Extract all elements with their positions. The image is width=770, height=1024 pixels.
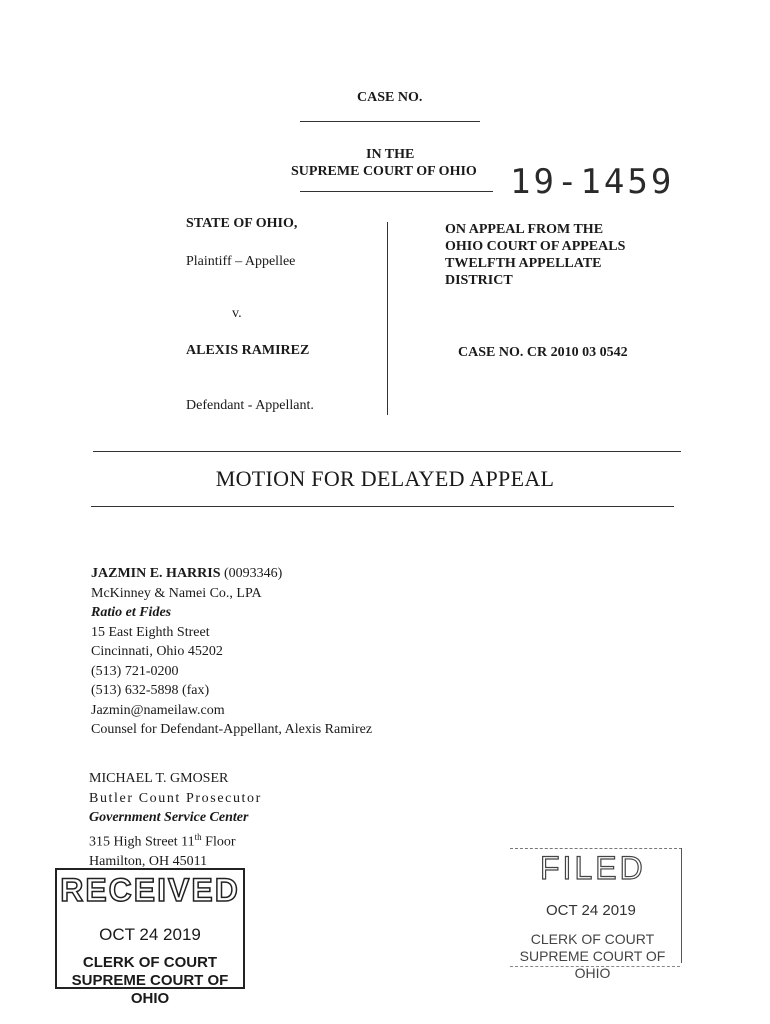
counsel-firm: McKinney & Namei Co., LPA xyxy=(91,585,262,601)
counsel-role: Counsel for Defendant-Appellant, Alexis Ramirez xyxy=(91,722,373,737)
counsel-phone: (513) 721-0200 xyxy=(91,663,179,679)
party-role-plaintiff: Plaintiff – Appellee xyxy=(186,254,296,269)
counsel-name-line xyxy=(91,564,372,584)
counsel-fax: (513) 632-5898 (fax) xyxy=(91,683,210,698)
filed-stamp-right-edge xyxy=(681,848,682,963)
received-stamp-date: OCT 24 2019 xyxy=(99,925,201,944)
appeal-from-block xyxy=(445,221,625,289)
motion-title: MOTION FOR DELAYED APPEAL xyxy=(215,466,555,491)
filed-stamp-date: OCT 24 2019 xyxy=(546,902,636,919)
counsel-name: JAZMIN E. HARRIS xyxy=(91,566,221,581)
filed-stamp xyxy=(510,848,682,981)
prosecutor-city: Hamilton, OH 45011 xyxy=(89,853,208,869)
versus-label: v. xyxy=(232,306,242,321)
received-stamp-clerk: CLERK OF COURT SUPREME COURT OF OHIO xyxy=(71,954,229,1007)
party-state-of-ohio: STATE OF OHIO, xyxy=(186,216,298,231)
counsel-email: Jazmin@nameilaw.com xyxy=(91,702,225,718)
case-number-label: CASE NO. xyxy=(357,90,423,105)
received-stamp-word: RECEIVED xyxy=(60,872,240,908)
filed-stamp-top-edge xyxy=(510,848,682,849)
prosecutor-block xyxy=(89,769,262,871)
court-heading-underline xyxy=(300,191,493,192)
title-top-rule xyxy=(93,451,681,452)
prosecutor-office: Government Service Center xyxy=(89,810,249,825)
party-alexis-ramirez: ALEXIS RAMIREZ xyxy=(186,343,310,358)
stamped-case-number: 19-1459 xyxy=(510,162,675,202)
case-number-blank-line xyxy=(300,121,480,122)
title-bottom-rule xyxy=(91,506,674,507)
counsel-motto: Ratio et Fides xyxy=(91,605,172,620)
counsel-block xyxy=(91,564,372,740)
appeal-line: TWELFTH APPELLATE xyxy=(445,256,602,271)
prosecutor-title: Butler Count Prosecutor xyxy=(89,790,262,806)
counsel-street: 15 East Eighth Street xyxy=(91,624,210,640)
counsel-bar-number: (0093346) xyxy=(224,566,283,581)
caption-divider xyxy=(387,222,388,415)
filed-stamp-word: FILED xyxy=(540,850,646,886)
court-heading-line2: SUPREME COURT OF OHIO xyxy=(291,164,477,179)
party-role-defendant: Defendant - Appellant. xyxy=(186,398,314,413)
filed-stamp-clerk: CLERK OF COURT SUPREME COURT OF OHIO xyxy=(519,931,666,981)
appeal-line: ON APPEAL FROM THE xyxy=(445,222,604,237)
filed-stamp-bottom-edge xyxy=(510,966,680,967)
counsel-city: Cincinnati, Ohio 45202 xyxy=(91,644,223,659)
prosecutor-street: 315 High Street 11th Floor xyxy=(89,831,236,850)
appeal-line: OHIO COURT OF APPEALS xyxy=(445,239,626,254)
received-stamp xyxy=(55,868,245,1007)
appeal-line: DISTRICT xyxy=(445,273,513,288)
lower-court-case-number: CASE NO. CR 2010 03 0542 xyxy=(458,345,628,360)
prosecutor-name: MICHAEL T. GMOSER xyxy=(89,771,229,786)
court-heading-line1: IN THE xyxy=(366,147,415,162)
